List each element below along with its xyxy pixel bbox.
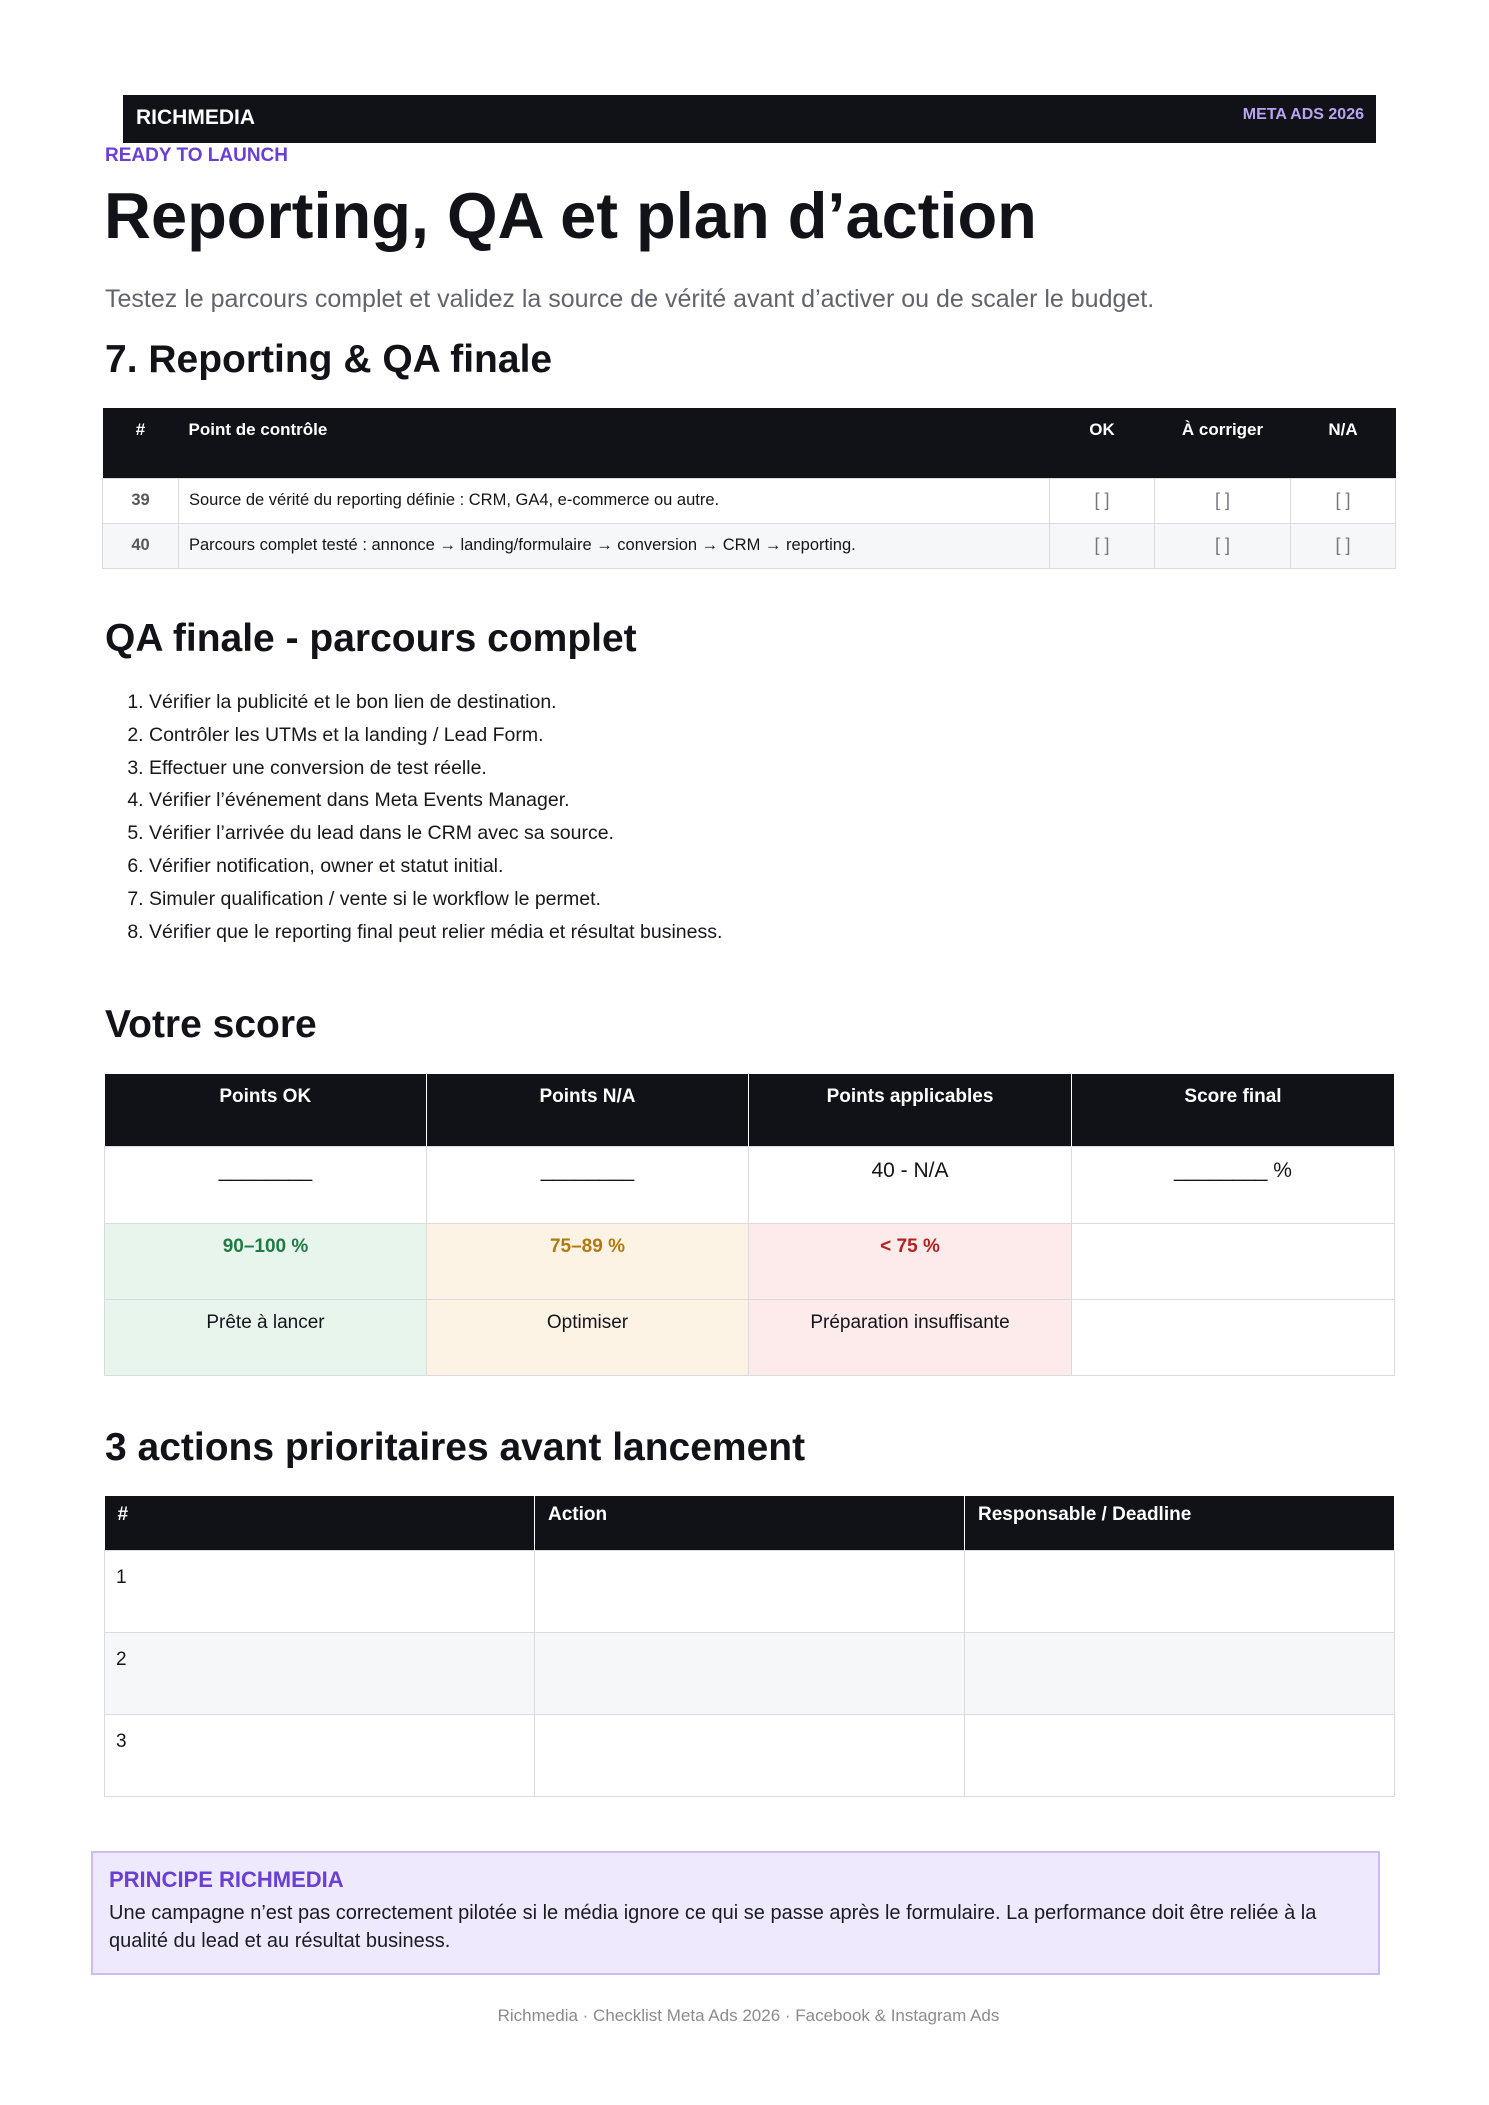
- na-checkbox[interactable]: [ ]: [1291, 523, 1396, 568]
- ok-checkbox[interactable]: [ ]: [1050, 523, 1155, 568]
- list-item: 5. Vérifier l’arrivée du lead dans le CRM avec sa source.: [149, 817, 722, 850]
- principle-text: Une campagne n’est pas correctement pilotée si le média ignore ce qui se passe après le formulaire. La performance doit être reliée à la qualité du lead et au résultat business.: [109, 1902, 1317, 1952]
- column-header: Points applicables: [749, 1074, 1072, 1146]
- table-row: [105, 1632, 1395, 1714]
- final-score-field[interactable]: ________ %: [1072, 1146, 1395, 1223]
- priority-actions-table: [104, 1496, 1395, 1797]
- column-header: Points OK: [105, 1074, 427, 1146]
- column-header: À corriger: [1155, 408, 1291, 478]
- section-heading-qa: QA finale - parcours complet: [105, 617, 637, 660]
- header-bar: [123, 95, 1376, 143]
- list-item: 7. Simuler qualification / vente si le workflow le permet.: [149, 883, 722, 916]
- header-tag: META ADS 2026: [1242, 106, 1364, 123]
- list-item: 4. Vérifier l’événement dans Meta Events Manager.: [149, 784, 722, 817]
- verdict-medium: Optimiser: [427, 1299, 749, 1375]
- page-footer: Richmedia · Checklist Meta Ads 2026 · Facebook & Instagram Ads: [497, 2006, 1000, 2025]
- range-bad: < 75 %: [749, 1223, 1072, 1299]
- empty-cell: [1072, 1223, 1395, 1299]
- list-item: 2. Contrôler les UTMs et la landing / Lead Form.: [149, 719, 722, 752]
- action-number: 1: [105, 1550, 535, 1632]
- action-number: 2: [105, 1632, 535, 1714]
- column-header: Points N/A: [427, 1074, 749, 1146]
- na-checkbox[interactable]: [ ]: [1291, 478, 1396, 523]
- column-header: OK: [1050, 408, 1155, 478]
- action-field[interactable]: [535, 1632, 965, 1714]
- list-item: 8. Vérifier que le reporting final peut relier média et résultat business.: [149, 916, 722, 949]
- column-header: #: [103, 408, 179, 478]
- score-input-row: [105, 1146, 1395, 1223]
- range-medium: 75–89 %: [427, 1223, 749, 1299]
- brand-name: RICHMEDIA: [136, 106, 255, 129]
- column-header: N/A: [1291, 408, 1396, 478]
- range-good: 90–100 %: [105, 1223, 427, 1299]
- reporting-checklist-table: [102, 408, 1396, 569]
- fix-checkbox[interactable]: [ ]: [1155, 478, 1291, 523]
- verdict-bad: Préparation insuffisante: [749, 1299, 1072, 1375]
- verdict-good: Prête à lancer: [105, 1299, 427, 1375]
- table-header-row: [105, 1496, 1395, 1550]
- owner-deadline-field[interactable]: [965, 1714, 1395, 1796]
- table-row: [105, 1550, 1395, 1632]
- table-row: [105, 1714, 1395, 1796]
- points-applicable-field: 40 - N/A: [749, 1146, 1072, 1223]
- page-title: Reporting, QA et plan d’action: [104, 179, 1037, 252]
- column-header: Action: [535, 1496, 965, 1550]
- qa-steps-list: [105, 686, 722, 948]
- action-field[interactable]: [535, 1714, 965, 1796]
- fix-checkbox[interactable]: [ ]: [1155, 523, 1291, 568]
- list-item: 1. Vérifier la publicité et le bon lien de destination.: [149, 686, 722, 719]
- score-range-row: [105, 1223, 1395, 1299]
- row-number: 40: [103, 523, 179, 568]
- section-heading-reporting: 7. Reporting & QA finale: [105, 338, 553, 381]
- column-header: Score final: [1072, 1074, 1395, 1146]
- principle-title: PRINCIPE RICHMEDIA: [109, 1867, 344, 1892]
- section-heading-actions: 3 actions prioritaires avant lancement: [105, 1426, 806, 1469]
- section-heading-score: Votre score: [105, 1003, 317, 1046]
- page-subtitle: Testez le parcours complet et validez la source de vérité avant d’activer ou de scaler le budget.: [105, 285, 1155, 313]
- list-item: 6. Vérifier notification, owner et statut initial.: [149, 850, 722, 883]
- action-field[interactable]: [535, 1550, 965, 1632]
- owner-deadline-field[interactable]: [965, 1550, 1395, 1632]
- action-number: 3: [105, 1714, 535, 1796]
- list-item: 3. Effectuer une conversion de test réelle.: [149, 752, 722, 785]
- column-header: #: [105, 1496, 535, 1550]
- points-ok-field[interactable]: ________: [105, 1146, 427, 1223]
- table-header-row: [105, 1074, 1395, 1146]
- table-row: [103, 478, 1396, 523]
- empty-cell: [1072, 1299, 1395, 1375]
- score-table: [104, 1074, 1395, 1376]
- principle-callout: [91, 1851, 1380, 1975]
- row-number: 39: [103, 478, 179, 523]
- column-header: Responsable / Deadline: [965, 1496, 1395, 1550]
- owner-deadline-field[interactable]: [965, 1632, 1395, 1714]
- checkpoint-text: Source de vérité du reporting définie : CRM, GA4, e-commerce ou autre.: [179, 478, 1050, 523]
- points-na-field[interactable]: ________: [427, 1146, 749, 1223]
- score-verdict-row: [105, 1299, 1395, 1375]
- column-header: Point de contrôle: [179, 408, 1050, 478]
- checkpoint-text: Parcours complet testé : annonce → landing/formulaire → conversion → CRM → reporting.: [179, 523, 1050, 568]
- kicker-label: READY TO LAUNCH: [105, 145, 288, 166]
- table-header-row: [103, 408, 1396, 478]
- table-row: [103, 523, 1396, 568]
- ok-checkbox[interactable]: [ ]: [1050, 478, 1155, 523]
